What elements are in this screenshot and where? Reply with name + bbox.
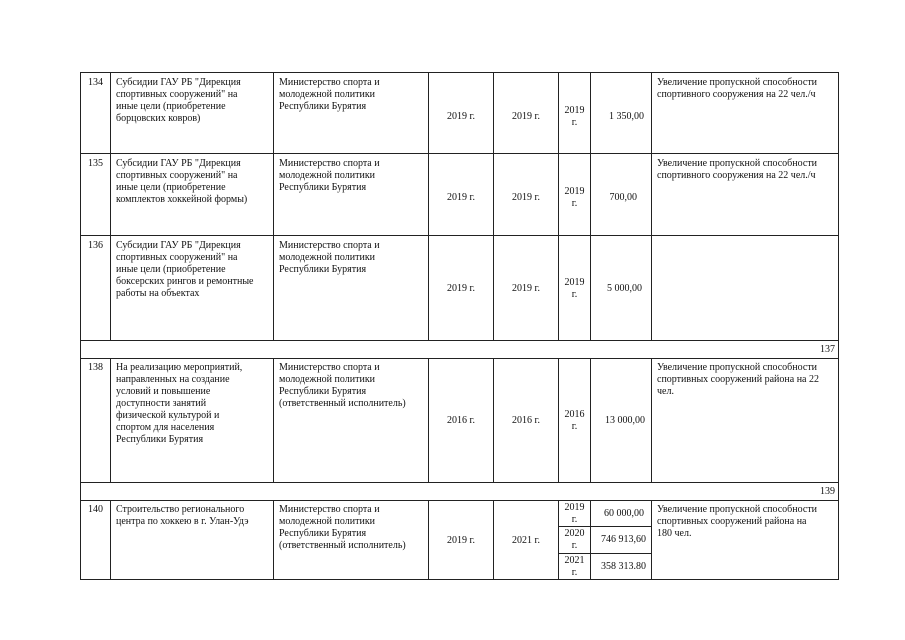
funding-amount: 700,00 — [609, 192, 637, 203]
measure-name: Строительство регионального центра по хоккею в г. Улан-Удэ — [116, 504, 249, 527]
table-line — [80, 72, 839, 73]
start-date: 2019 г. — [447, 192, 475, 203]
table-line — [80, 482, 839, 483]
table-line — [273, 72, 274, 340]
expected-result: Увеличение пропускной способности спортивных сооружений района на 22 чел. — [657, 362, 819, 397]
table-line — [651, 358, 652, 482]
funding-amount: 5 000,00 — [607, 283, 642, 294]
funding-amount: 60 000,00 — [604, 508, 644, 519]
end-date: 2016 г. — [512, 415, 540, 426]
funding-amount: 1 350,00 — [609, 111, 644, 122]
start-date: 2019 г. — [447, 111, 475, 122]
table-line — [110, 72, 111, 340]
end-date: 2019 г. — [512, 283, 540, 294]
table-line — [273, 358, 274, 482]
funding-year: 2019 г. — [564, 186, 585, 209]
measure-name: Субсидии ГАУ РБ "Дирекция спортивных сооружений" на иные цели (приобретение комплектов хоккейной формы) — [116, 158, 248, 205]
table-line — [80, 340, 839, 341]
end-date: 2019 г. — [512, 111, 540, 122]
start-date: 2019 г. — [447, 535, 475, 546]
funding-year: 2021 г. — [564, 555, 585, 578]
funding-year: 2019 г. — [564, 502, 585, 525]
funding-year: 2020 г. — [564, 528, 585, 551]
expected-result: Увеличение пропускной способности спортивного сооружения на 22 чел./ч — [657, 77, 818, 100]
funding-year: 2019 г. — [564, 277, 585, 300]
funding-amount: 746 913,60 — [601, 534, 646, 545]
row-marker: 139 — [820, 486, 835, 497]
expected-result: Увеличение пропускной способности спортивных сооружений района на 180 чел. — [657, 504, 818, 539]
measure-name: Субсидии ГАУ РБ "Дирекция спортивных сооружений" на иные цели (приобретение боксерских рингов и ремонтные работы на объектах — [116, 240, 254, 299]
funding-amount: 358 313.80 — [601, 561, 646, 572]
table-line — [110, 358, 111, 482]
table-line — [110, 500, 111, 580]
table-line — [80, 235, 839, 236]
row-number: 138 — [88, 362, 103, 373]
end-date: 2019 г. — [512, 192, 540, 203]
measure-name: На реализацию мероприятий, направленных на создание условий и повышение доступности занятий физической культурой и спортом для населения Республики Бурятия — [116, 362, 243, 445]
executor: Министерство спорта и молодежной политики Республики Бурятия (ответственный исполнитель) — [279, 504, 406, 551]
funding-year: 2016 г. — [564, 409, 585, 432]
executor: Министерство спорта и молодежной политики Республики Бурятия — [279, 158, 380, 193]
table-line — [651, 72, 652, 340]
table-line — [558, 526, 651, 527]
table-line — [651, 500, 652, 580]
table-line — [80, 358, 839, 359]
table-line — [80, 579, 839, 580]
measure-name: Субсидии ГАУ РБ "Дирекция спортивных сооружений" на иные цели (приобретение борцовских ковров) — [116, 77, 241, 124]
start-date: 2016 г. — [447, 415, 475, 426]
funding-year: 2019 г. — [564, 105, 585, 128]
start-date: 2019 г. — [447, 283, 475, 294]
executor: Министерство спорта и молодежной политики Республики Бурятия — [279, 240, 380, 275]
table-line — [558, 553, 651, 554]
row-number: 135 — [88, 158, 103, 169]
expected-result: Увеличение пропускной способности спортивного сооружения на 22 чел./ч — [657, 158, 818, 181]
executor: Министерство спорта и молодежной политики Республики Бурятия (ответственный исполнитель) — [279, 362, 406, 409]
table-line — [80, 500, 839, 501]
row-number: 140 — [88, 504, 103, 515]
funding-amount: 13 000,00 — [605, 415, 645, 426]
row-number: 136 — [88, 240, 103, 251]
table-line — [838, 72, 839, 580]
table-line — [80, 153, 839, 154]
table-line — [273, 500, 274, 580]
row-number: 134 — [88, 77, 103, 88]
end-date: 2021 г. — [512, 535, 540, 546]
table-line — [80, 72, 81, 580]
executor: Министерство спорта и молодежной политики Республики Бурятия — [279, 77, 380, 112]
row-marker: 137 — [820, 344, 835, 355]
